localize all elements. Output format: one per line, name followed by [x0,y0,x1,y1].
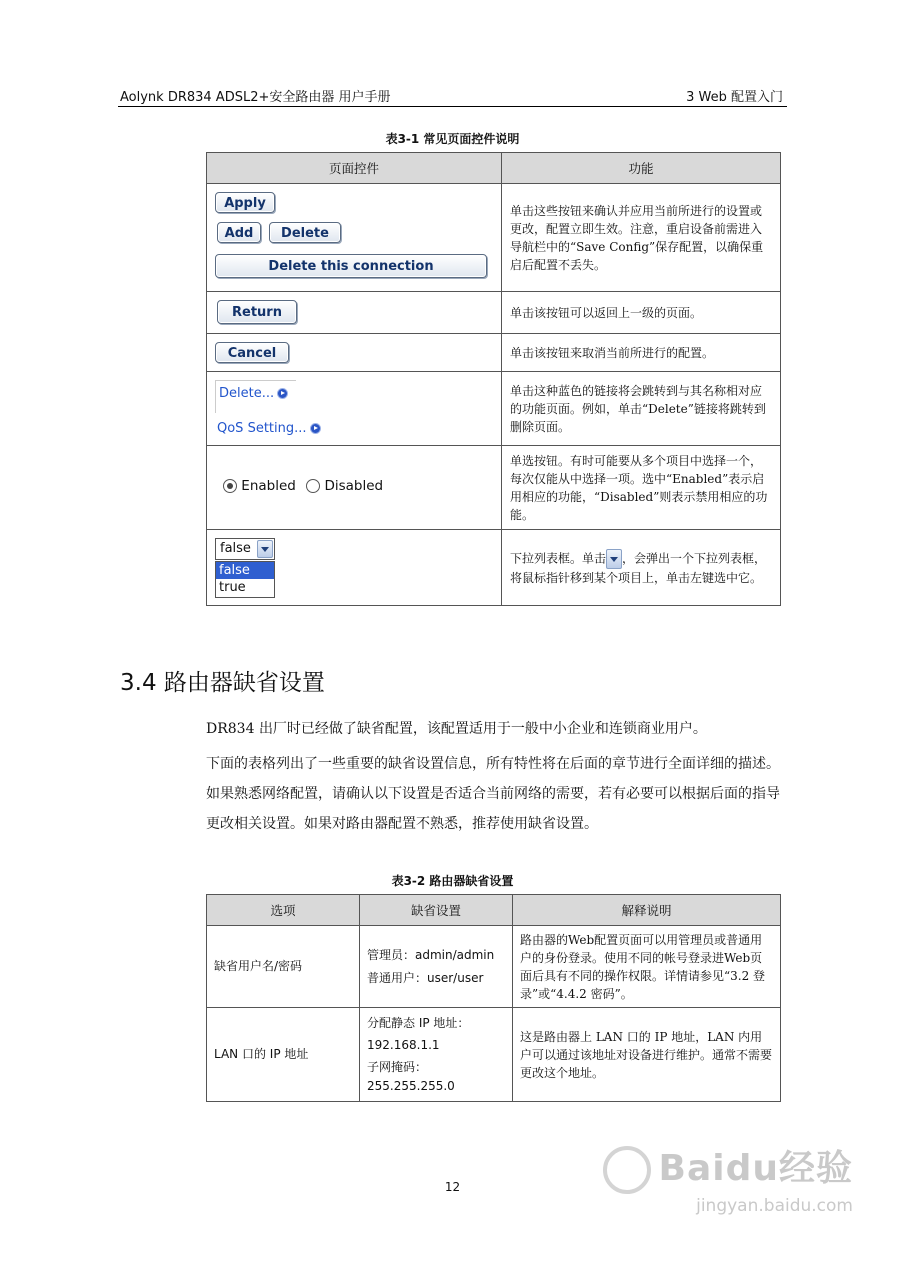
radio-cell [207,446,502,530]
paragraph-1: DR834 出厂时已经做了缺省配置，该配置适用于一般中小企业和连锁商业用户。 [206,721,707,737]
radio-enabled[interactable] [223,479,237,493]
radio-description: 单选按钮。有时可能要从多个项目中选择一个，每次仅能从中选择一项。选中“Enabled”表示启用相应的功能，“Disabled”则表示禁用相应的功能。 [502,446,781,530]
return-button[interactable]: Return [217,300,297,324]
qos-link-label: QoS Setting... [217,421,307,436]
running-header-right: 3 Web 配置入门 [686,90,783,105]
select-desc-part1: 下拉列表框。单击 [510,551,607,565]
section-title: 3.4 路由器缺省设置 [120,670,325,696]
table-cell-option: LAN 口的 IP 地址 [207,1008,360,1102]
dropdown-list [215,561,275,598]
radio-group [223,478,383,494]
add-button[interactable]: Add [217,222,261,243]
cancel-description: 单击该按钮来取消当前所进行的配置。 [502,334,781,372]
delete-link[interactable] [219,386,288,401]
return-cell [207,292,502,334]
header-rule [118,106,787,107]
radio-enabled-label: Enabled [241,478,296,494]
table2-caption: 表3-2 路由器缺省设置 [391,874,514,888]
delete-link-label: Delete... [219,386,275,401]
chevron-down-icon[interactable] [257,540,273,558]
select-description [502,530,781,606]
default-line: 分配静态 IP 地址： [367,1015,470,1030]
paragraph-2: 下面的表格列出了一些重要的缺省设置信息，所有特性将在后面的章节进行全面详细的描述。如果熟悉网络配置，请确认以下设置是否适合当前网络的需要，若有必要可以根据后面的指导更改相关设置。如果对路由器配置不熟悉，推荐使用缺省设置。 [206,756,780,832]
buttons-description: 单击这些按钮来确认并应用当前所进行的设置或更改，配置立即生效。注意，重启设备前需进入导航栏中的“Save Config”保存配置，以确保重启后配置不丢失。 [502,184,781,292]
select-cell [207,530,502,606]
radio-disabled-label: Disabled [324,478,384,494]
cancel-cell [207,334,502,372]
table2-header-option: 选项 [207,895,360,926]
links-cell [207,372,502,446]
arrow-circle-icon [277,388,288,399]
table-cell-option: 缺省用户名/密码 [207,926,360,1008]
select-desc-part2: ，会弹出一个下拉列表框，将鼠标指针移到某个项目上，单击左键选中它。 [510,551,767,585]
table1-header-function: 功能 [502,153,781,184]
table1-caption: 表3-1 常见页面控件说明 [385,132,520,146]
table2-header-default: 缺省设置 [360,895,513,926]
table1-header-control: 页面控件 [207,153,502,184]
arrow-circle-icon [310,423,321,434]
table-cell-default [360,926,513,1008]
default-line: 255.255.255.0 [367,1078,455,1093]
radio-disabled[interactable] [306,479,320,493]
dropdown-option[interactable]: true [219,580,246,595]
table-router-defaults [206,894,781,1102]
dropdown-option-selected[interactable]: false [216,562,274,579]
buttons-cell [207,184,502,292]
table-cell-note: 这是路由器上 LAN 口的 IP 地址，LAN 内用户可以通过该地址对设备进行维护。通常不需要更改这个地址。 [513,1008,781,1102]
apply-button[interactable]: Apply [215,192,275,213]
chevron-down-icon [606,549,622,569]
delete-connection-button[interactable]: Delete this connection [215,254,487,278]
select-value: false [220,541,251,556]
default-line: 普通用户：user/user [367,970,484,985]
table-page-controls [206,152,781,606]
default-line: 子网掩码： [367,1059,428,1074]
delete-button[interactable]: Delete [269,222,341,243]
table2-header-note: 解释说明 [513,895,781,926]
table-cell-default [360,1008,513,1102]
running-header-left: Aolynk DR834 ADSL2+安全路由器 用户手册 [120,90,391,105]
links-description: 单击这种蓝色的链接将会跳转到与其名称相对应的功能页面。例如，单击“Delete”链接将跳转到删除页面。 [502,372,781,446]
cancel-button[interactable]: Cancel [215,342,289,363]
page-number: 12 [444,1180,461,1194]
paw-icon [603,1146,651,1194]
dropdown-select[interactable] [215,538,275,560]
table-cell-note: 路由器的Web配置页面可以用管理员或普通用户的身份登录。使用不同的帐号登录进Web页面后具有不同的操作权限。详情请参见“3.2 登录”或“4.4.2 密码”。 [513,926,781,1008]
default-line: 管理员：admin/admin [367,947,495,962]
watermark-logo: Baidu经验 [658,1148,853,1189]
default-line: 192.168.1.1 [367,1037,440,1052]
watermark-url: jingyan.baidu.com [696,1196,853,1216]
return-description: 单击该按钮可以返回上一级的页面。 [502,292,781,334]
baidu-watermark [603,1140,853,1216]
qos-setting-link[interactable] [217,421,321,436]
